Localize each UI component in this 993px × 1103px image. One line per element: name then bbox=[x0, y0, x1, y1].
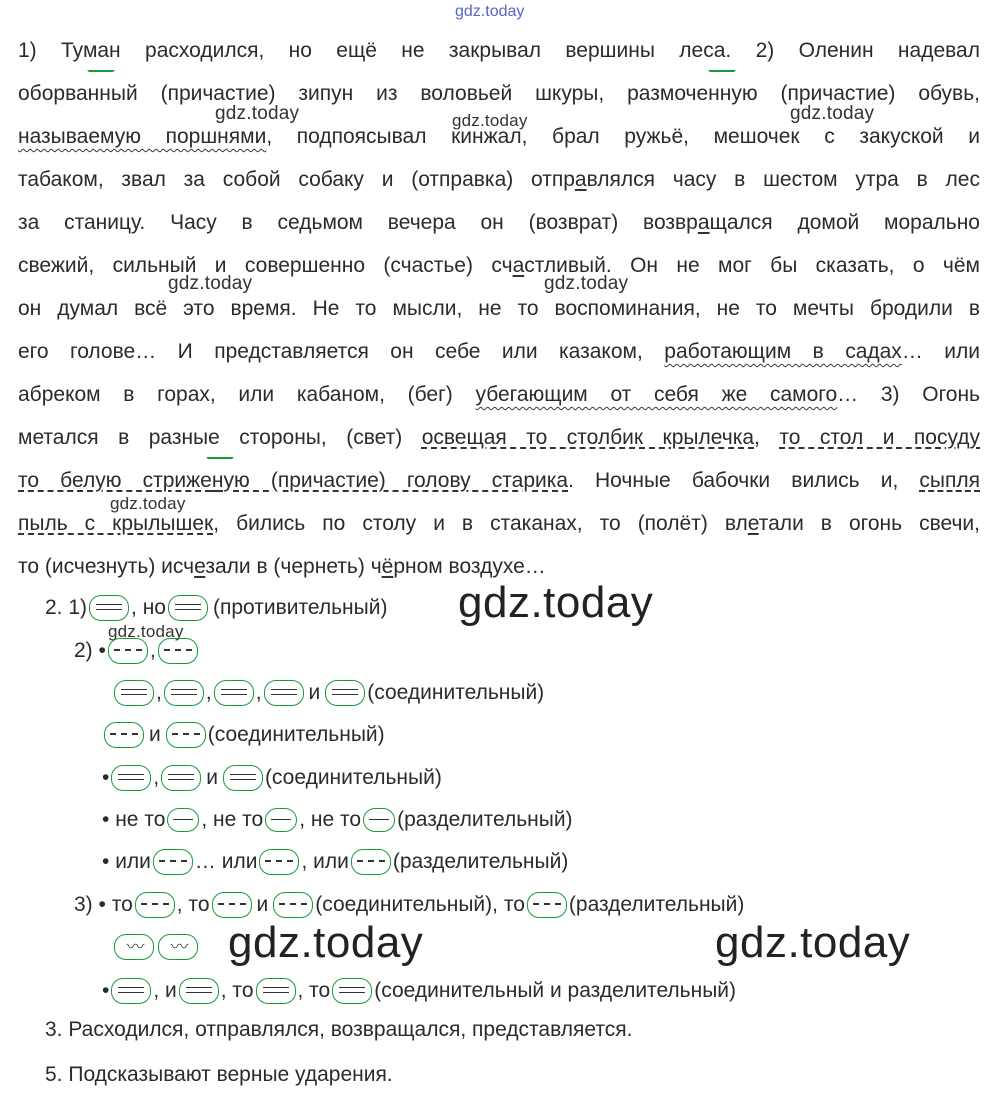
answer-3: 3) • то , то и (соединительный), то (разделительный) bbox=[74, 893, 745, 916]
text-line: пыль с крылышек, бились по столу и в стаканах, то (полёт) влетали в огонь свечи, bbox=[18, 512, 980, 535]
predicate-oval bbox=[332, 978, 372, 1004]
watermark: gdz.today bbox=[110, 494, 186, 513]
participle-phrase: работающим в садах bbox=[664, 340, 902, 363]
member-oval bbox=[135, 892, 175, 918]
text-line: то белую стриженую (причастие) голову старика. Ночные бабочки вились и, сыпля bbox=[18, 469, 980, 492]
member-oval bbox=[166, 722, 206, 748]
text-line: он думал всё это время. Не то мысли, не то воспоминания, не то мечты бродили в bbox=[18, 297, 980, 320]
watermark-large: gdz.today bbox=[715, 918, 911, 967]
subject-oval bbox=[363, 808, 395, 832]
member-oval bbox=[158, 638, 198, 664]
predicate-oval bbox=[214, 680, 254, 706]
text-line: за станицу. Часу в седьмом вечера он (возврат) возвращался домой морально bbox=[18, 211, 980, 234]
suffix-mark: н bbox=[211, 469, 224, 492]
member-oval bbox=[212, 892, 252, 918]
member-oval bbox=[108, 638, 148, 664]
predicate-oval bbox=[161, 765, 201, 791]
member-oval bbox=[259, 849, 299, 875]
watermark-large: gdz.today bbox=[458, 578, 654, 627]
text-line: оборванный (причастие) зипун из воловьей шкуры, размоченную (причастие) обувь, bbox=[18, 82, 980, 105]
predicate-oval bbox=[111, 765, 151, 791]
answer-5-text: 5. Подсказывают верные ударения. bbox=[45, 1063, 393, 1086]
answer-row: и (соединительный) bbox=[102, 718, 385, 752]
watermark-top: gdz.today bbox=[455, 3, 525, 20]
answer-row: • , и (соединительный) bbox=[102, 766, 442, 789]
text-line: 1) Туман расходился, но ещё не закрывал вершины леса. 2) Оленин надевал bbox=[18, 39, 980, 62]
member-oval bbox=[351, 849, 391, 875]
predicate-oval bbox=[179, 978, 219, 1004]
watermark: gdz.today bbox=[215, 103, 300, 124]
adverbial-phrase: то стол и посуду bbox=[779, 426, 981, 449]
answer-row: • или … или , или (разделительный) bbox=[102, 850, 569, 873]
watermark-large: gdz.today bbox=[228, 918, 424, 967]
predicate-oval bbox=[114, 680, 154, 706]
adverbial-phrase: пыль с крылышек bbox=[18, 512, 214, 535]
participle-oval bbox=[158, 934, 198, 960]
predicate-oval bbox=[264, 680, 304, 706]
subject-oval bbox=[265, 808, 297, 832]
predicate-oval bbox=[223, 765, 263, 791]
subject-oval bbox=[167, 808, 199, 832]
predicate-oval bbox=[256, 978, 296, 1004]
member-oval bbox=[153, 849, 193, 875]
answer-2-2: 2) • , bbox=[74, 634, 200, 668]
checked-vowel: а bbox=[697, 211, 710, 234]
answer-row: • не то , не то , не то (разделительный) bbox=[102, 808, 573, 831]
watermark: gdz.today bbox=[544, 273, 629, 294]
checked-vowel: е bbox=[194, 555, 206, 578]
text-line: то (исчезнуть) исчезали в (чернеть) чёрном воздухе… bbox=[18, 555, 546, 578]
adverbial-phrase: то белую стриженую (причастие) голову старика bbox=[18, 469, 569, 492]
watermark: gdz.today bbox=[790, 103, 875, 124]
checked-vowel: ё bbox=[381, 555, 394, 578]
answer-row: • , и , то , то (соединительный и разделительный) bbox=[102, 979, 737, 1002]
answer-row: , , , и (соединительный) bbox=[112, 676, 544, 710]
checked-vowel: а bbox=[512, 254, 525, 277]
checked-vowel: е bbox=[747, 512, 759, 535]
suffix-mark: нн bbox=[708, 82, 732, 105]
predicate-oval bbox=[168, 595, 208, 621]
member-oval bbox=[273, 892, 313, 918]
predicate-oval bbox=[111, 978, 151, 1004]
checked-vowel: а bbox=[574, 168, 587, 191]
text-line: называемую поршнями, подпоясывал кинжал, брал ружьё, мешочек с закуской и bbox=[18, 125, 981, 148]
text-line: его голове… И представляется он себе или казаком, работающим в садах… или bbox=[18, 340, 980, 363]
watermark: gdz.today bbox=[108, 622, 184, 641]
participle-phrase: убегающим от себя же самого bbox=[475, 383, 838, 406]
member-oval bbox=[527, 892, 567, 918]
text-line: абреком в горах, или кабаном, (бег) убегающим от себя же самого… 3) Огонь bbox=[18, 383, 980, 406]
answer-row bbox=[112, 930, 200, 964]
watermark: gdz.today bbox=[452, 111, 528, 130]
adverbial-phrase: сыпля bbox=[919, 469, 980, 492]
answer-2-1: 2. 1) , но (противительный) bbox=[45, 596, 388, 619]
predicate-oval bbox=[325, 680, 365, 706]
predicate-oval bbox=[89, 595, 129, 621]
text-line: метался в разные стороны, (свет) освещая то столбик крылечка, то стол и посуду bbox=[18, 426, 981, 449]
text-line: свежий, сильный и совершенно (счастье) счастливый. Он не мог бы сказать, о чём bbox=[18, 254, 980, 277]
suffix-mark: нн bbox=[87, 82, 111, 105]
member-oval bbox=[104, 722, 144, 748]
text-line: табаком, звал за собой собаку и (отправка) отправлялся часу в шестом утра в лес bbox=[18, 168, 980, 191]
watermark: gdz.today bbox=[168, 273, 253, 294]
participle-phrase: называемую поршнями bbox=[18, 125, 267, 148]
adverbial-phrase: освещая то столбик крылечка bbox=[421, 426, 755, 449]
participle-oval bbox=[114, 934, 154, 960]
answer-3-text: 3. Расходился, отправлялся, возвращался, представляется. bbox=[45, 1018, 633, 1041]
predicate-oval bbox=[164, 680, 204, 706]
